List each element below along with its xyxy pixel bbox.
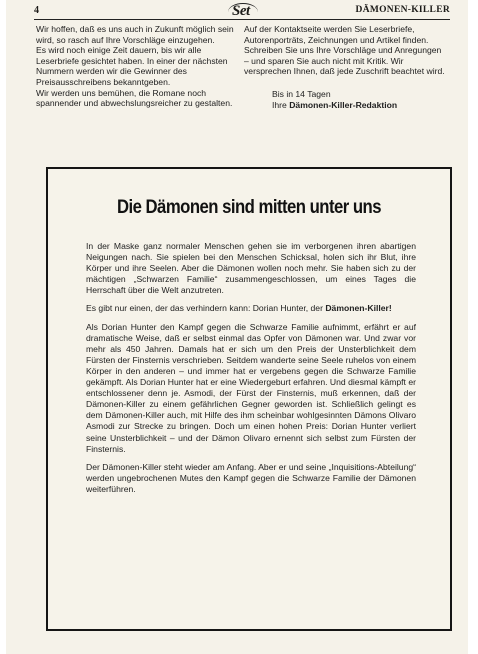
page-header <box>34 4 450 20</box>
intro-paragraph: Wir hoffen, daß es uns auch in Zukunft möglich sein wird, so rasch auf Ihre Vorschläge einzugehen. <box>36 24 234 45</box>
intro-right-column <box>244 24 448 110</box>
signoff <box>244 89 448 110</box>
feature-paragraph-text: Es gibt nur einen, der das verhindern kann: Dorian Hunter, der <box>86 303 326 314</box>
feature-paragraph <box>86 303 416 314</box>
signoff-line: Bis in 14 Tagen <box>272 88 331 99</box>
hero-name: Dämonen-Killer! <box>325 303 392 314</box>
intro-paragraph: Wir werden uns bemühen, die Romane noch spannender und abwechslungsreicher zu gestalten. <box>36 87 233 109</box>
editorial-team-name: Dämonen-Killer-Redaktion <box>289 99 398 110</box>
intro-paragraph: Auf der Kontaktseite werden Sie Leserbriefe, Autorenporträts, Zeichnungen und Artikel finden. Schreiben Sie uns Ihre Vorschläge und Anregungen – und sparen Sie auch nicht mit Kritik. Wir versprechen Ihnen, daß jede Zuschrift beachtet wird. <box>244 24 445 77</box>
running-title: DÄMONEN-KILLER <box>355 5 450 15</box>
feature-body <box>86 241 416 502</box>
page-number: 4 <box>34 5 39 16</box>
feature-paragraph: In der Maske ganz normaler Menschen gehen sie im verborgenen ihren abartigen Neigungen nach. Sie spielen bei den Menschen Schicksal, holen sich ihr Blut, ihre Körper und ihre Seelen. Aber die Dämonen wollen noch mehr. Sie haben sich zu der mächtigen „Schwarzen Familie“ zusammengeschlossen, um eines Tages die Herrschaft über die Welt anzutreten. <box>86 241 416 296</box>
feature-paragraph: Der Dämonen-Killer steht wieder am Anfang. Aber er und seine „Inquisitions-Abteilung“ werden ungebrochenen Mutes den Kampf gegen die Schwarze Familie der Dämonen weiterführen. <box>86 461 416 494</box>
magazine-page <box>6 0 468 654</box>
signoff-prefix: Ihre <box>272 99 290 110</box>
intro-left-column <box>36 24 241 109</box>
feature-paragraph: Als Dorian Hunter den Kampf gegen die Schwarze Familie aufnimmt, erfährt er auf dramatische Weise, daß er selbst einmal das Opfer von Dämonen war. Und zwar vor mehr als 450 Jahren. Damals hat er sich um den Preis der Unsterblichkeit dem Fürsten der Finsternis verschrieben. Seitdem wanderte seine Seele ruhelos von einem Körper in den anderen – und immer hat er vergebens gegen die Schwarze Familie gekämpft. Als Dorian Hunter hat er eine Wiedergeburt erfahren. Und diesmal kämpft er entschlossener denn je. Asmodi, der Fürst der Finsternis, muß erkennen, daß der Dämonen-Killer zu einem gefährlichen Gegner geworden ist. Schließlich gelingt es dem Dämonen-Killer auch, mit Hilfe des ihm scheinbar wohlgesinnten Dämons Olivaro Asmodi zur Strecke zu bringen. Doch um einen hohen Preis: Dorian Hunter verliert seine Unsterblichkeit – und der Dämon Olivaro ernennt sich selbst zum Fürsten der Finsternis. <box>86 321 416 454</box>
feature-title: Die Dämonen sind mitten unter uns <box>116 197 382 218</box>
header-rule <box>34 19 450 20</box>
publisher-logo: Set <box>232 3 250 19</box>
feature-box <box>46 167 452 631</box>
intro-paragraph: Es wird noch einige Zeit dauern, bis wir alle Leserbriefe gesichtet haben. In einer der nächsten Nummern werden wir die Gewinner des Preisausschreibens bekanntgeben. <box>36 45 228 87</box>
